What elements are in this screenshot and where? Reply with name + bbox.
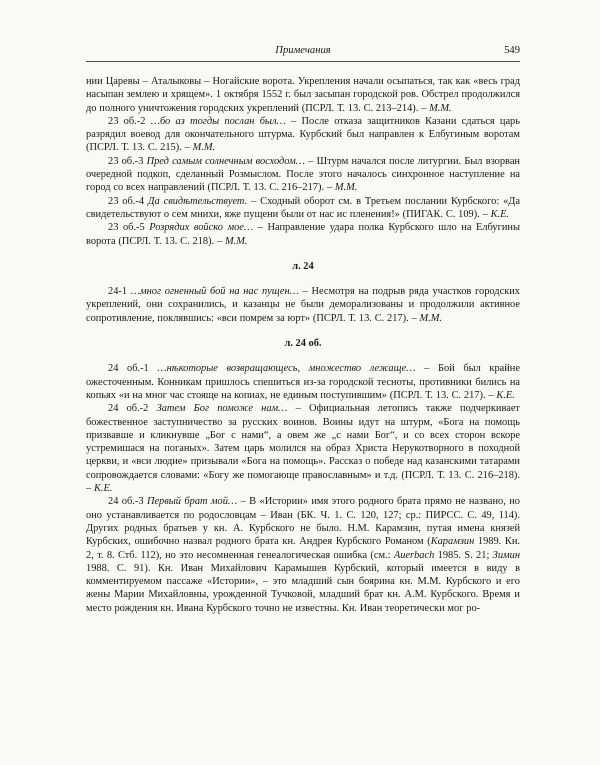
text-run: М.М. xyxy=(224,235,248,247)
note-paragraph xyxy=(86,402,520,495)
text-run: Затем Бог поможе нам… xyxy=(156,403,296,415)
text-run: …бо аз тогды послан был… xyxy=(150,115,292,127)
running-header xyxy=(86,44,520,59)
text-run: – Бой был крайне ожесточенным. Конникам пришлось спешиться из-за городской тесноты, противники бились на копьях «и на мног час стояще на копиах, не единым поступившим» (ПСРЛ. Т. 13. С. 217). – xyxy=(86,363,520,401)
text-run: М.М. xyxy=(192,142,216,154)
text-run: 1985. S. 21; xyxy=(434,549,493,561)
text-run: 1988. С. 91). Кн. Иван Михайлович Карамышев Курбский, который имеется в виду в комментируемом пассаже «Истории», – это младший сын боярина кн. М.М. Курбского и его жены Марии Михайловны, урожденной Тучковой, младший брат кн. А.М. Курбского. Время и место рождения кн. Ивана Курбского точно не известны. Кн. Иван теоретически мог ро- xyxy=(86,562,520,614)
text-run: …мног огненный бой на нас пущен… xyxy=(130,286,303,298)
text-run: – Штурм начался после литургии. Был взорван очередной подкоп, сделанный Розмыслом. После этого началось синхронное наступление на город со всех направлений (ПСРЛ. Т. 13. С. 216–217). – xyxy=(86,155,520,194)
text-run: 23 об.-5 xyxy=(108,222,150,234)
text-run: К.Е. xyxy=(496,389,515,401)
text-run: – После отказа защитников Казани сдаться царь разрядил воевод для окончательного штурма. Курбский был направлен к Елбугиным воротам (ПСРЛ. Т. 13. С. 215). – xyxy=(86,115,520,154)
note-paragraph xyxy=(86,75,520,115)
text-run: 24-1 xyxy=(108,286,131,298)
note-paragraph xyxy=(86,362,520,402)
text-run: К.Е. xyxy=(94,483,113,495)
folio-heading: л. 24 об. xyxy=(284,338,322,350)
page-number: 549 xyxy=(504,45,520,56)
text-run: Auerbach xyxy=(393,549,435,561)
text-run: 24 об.-3 xyxy=(108,496,147,508)
text-run: – Сходный оборот см. в Третьем послании Курбского: «Да свидетельствуют о сем мнихи, яже пущени были от нас ис пленения!» (ПИГАК. С. 109). – xyxy=(86,195,520,220)
text-run: …нѣкоторые возвращающесь, множество лежаще… xyxy=(157,363,425,375)
running-title: Примечания xyxy=(275,45,331,56)
note-paragraph xyxy=(86,195,520,222)
text-run: М.М. xyxy=(419,312,442,324)
text-run: Розрядих войско мое… xyxy=(149,222,258,234)
text-run: 23 об.-3 xyxy=(108,155,147,167)
folio-heading: л. 24 xyxy=(292,260,314,272)
text-run: нии Царевы – Аталыковы – Ногайские ворота. Укрепления начали осыпаться, так как «весь град насыпан землею и хрящем». 1 октября 1552 г. был засыпан городской ров. Обстрел продолжился до полного уничтожения городских укреплений (ПСРЛ. Т. 13. С. 213–214). – xyxy=(86,76,520,114)
text-run: Карамзин xyxy=(430,536,475,548)
text-run: 24 об.-1 xyxy=(108,363,158,375)
notes-body xyxy=(86,75,520,615)
text-run: – Несмотря на подрыв ряда участков городских укреплений, они сохранились, и казанцы не были деморализованы и продолжили активное сопротивление, поклявшись: «вси помрем за юрт» (ПСРЛ. Т. 13. С. 217). – xyxy=(86,286,521,324)
header-rule xyxy=(86,61,520,62)
text-run: – В «Истории» имя этого родного брата прямо не названо, но оно устанавливается по родословцам – Иван (БК. Ч. 1. С. 120, 127; ср.: ПИРСС. С. 49, 114). Других родных братьев у кн. А. Курбского не было. Н.М. Карамзин, путая имена князей Курбских, ошибочно назвал родного брата кн. Андрея Курбского Романом ( xyxy=(86,496,520,548)
note-paragraph xyxy=(86,115,520,155)
text-run: 24 об.-2 xyxy=(108,403,157,415)
text-run: 23 об.-4 xyxy=(108,195,148,207)
text-run: Зимин xyxy=(492,549,520,561)
note-paragraph xyxy=(86,155,520,195)
text-run: Первый брат мой… xyxy=(146,496,241,508)
text-run: Пред самым солнечным восходом… xyxy=(146,155,309,167)
note-paragraph xyxy=(86,495,520,615)
text-run: М.М. xyxy=(429,102,452,114)
text-run: – Официальная летопись также подчеркивает божественное заступничество за русских воинов. Воины идут на штурм, «Бога на помощь призвавше и кликнувше „Бог с нами“, а овем же „с нами Бог“, и со всех сторон вскоре устремишася на поганых». Затем царь молился на образ Христа Нерукотворного в походной церкви, и «вси людие» призывали «Бога на помощь». Рассказ о победе над казанскими татарами сопровождается словами: «Богу же помогающе православным» и т.д. (ПСРЛ. Т. 13. С. 216–218). – xyxy=(86,403,520,495)
text-run: М.М. xyxy=(334,182,358,194)
text-run: К.Е. xyxy=(490,208,510,220)
text-run: – Направление удара полка Курбского шло на Елбугины ворота (ПСРЛ. Т. 13. С. 218). – xyxy=(86,222,520,247)
text-run: 1989. Кн. 2, т. 8. Стб. 112), но это несомненная генеалогическая ошибка (см.: xyxy=(86,536,520,561)
note-paragraph xyxy=(86,221,520,248)
text-run: Да свидѣтельствует. xyxy=(147,195,252,207)
text-run: 23 об.-2 xyxy=(108,115,151,127)
note-paragraph xyxy=(86,285,520,325)
